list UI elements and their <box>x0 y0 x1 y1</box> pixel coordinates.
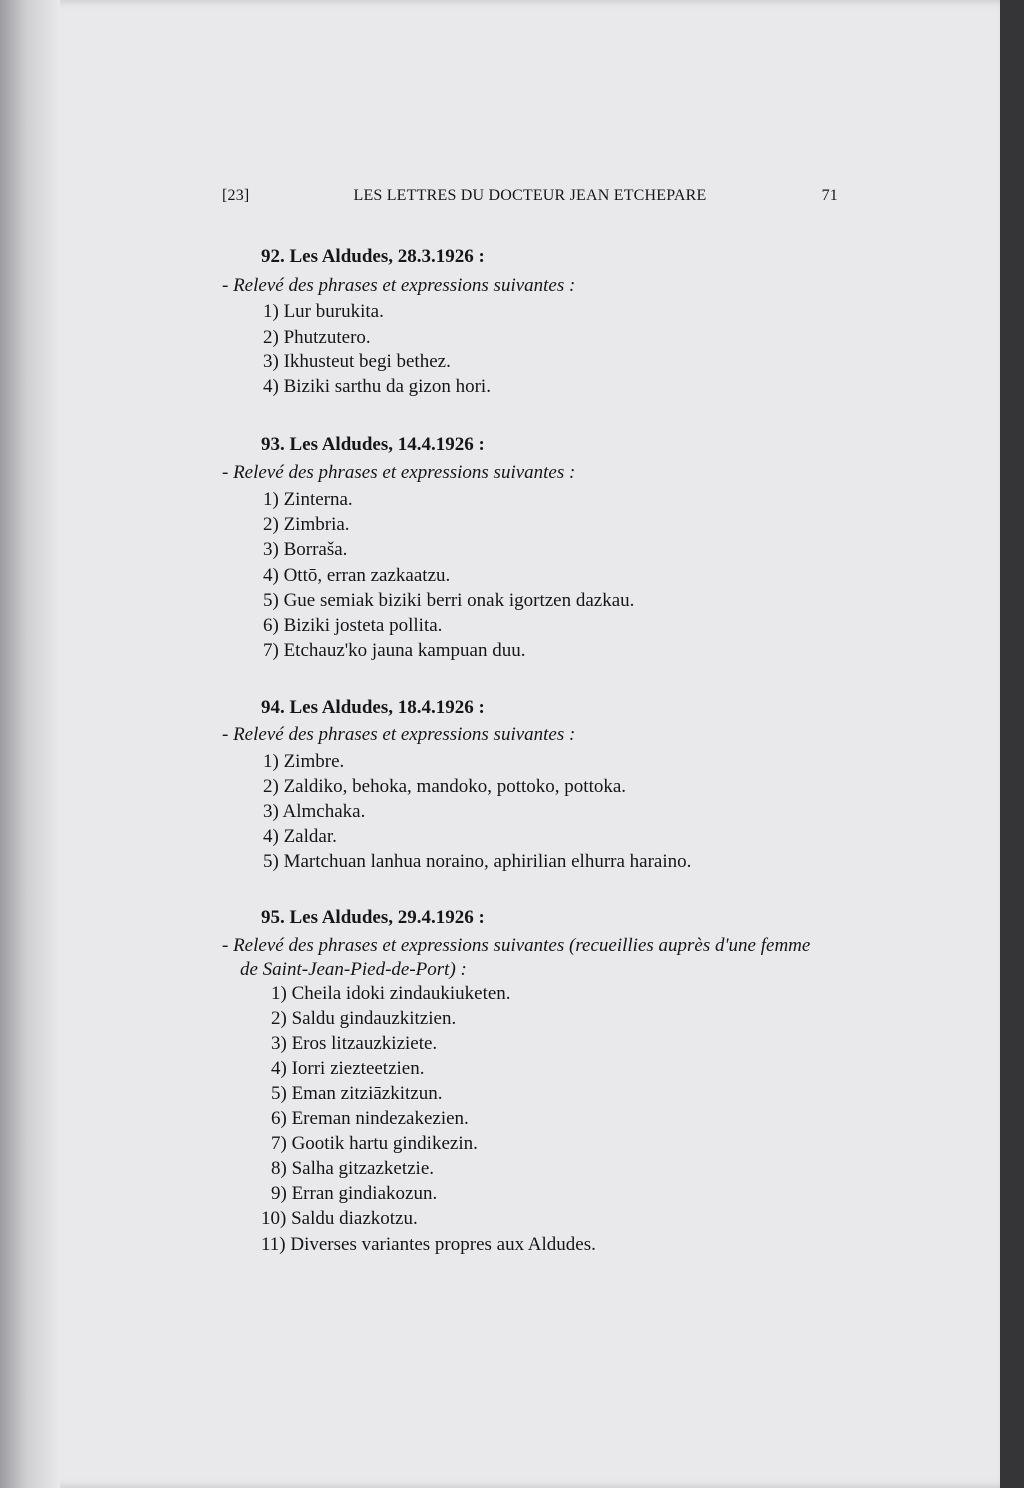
list-item: 3) Almchaka. <box>263 801 366 822</box>
page-spine-shadow <box>0 0 60 1488</box>
list-item: 11) Diverses variantes propres aux Aldudes. <box>261 1234 596 1255</box>
list-item: 5) Eman zitziāzkitzun. <box>271 1083 443 1104</box>
list-item: 5) Martchuan lanhua noraino, aphirilian elhurra haraino. <box>263 851 692 872</box>
page-number: 71 <box>821 187 838 204</box>
list-item: 2) Phutzutero. <box>263 327 371 348</box>
list-item: 4) Biziki sarthu da gizon hori. <box>263 376 491 397</box>
list-item: 2) Zimbria. <box>263 514 350 535</box>
list-item: 4) Iorri ziezteetzien. <box>271 1058 425 1079</box>
section-intro: - Relevé des phrases et expressions suivantes : <box>222 275 576 296</box>
list-item: 2) Saldu gindauzkitzien. <box>271 1008 457 1029</box>
list-item: 7) Gootik hartu gindikezin. <box>271 1133 478 1154</box>
list-item: 5) Gue semiak biziki berri onak igortzen dazkau. <box>263 590 635 611</box>
list-item: 6) Ereman nindezakezien. <box>271 1108 469 1129</box>
list-item: 4) Ottō, erran zazkaatzu. <box>263 565 451 586</box>
section-intro-continued: de Saint-Jean-Pied-de-Port) : <box>240 959 467 980</box>
header-title: LES LETTRES DU DOCTEUR JEAN ETCHEPARE <box>353 187 707 204</box>
list-item: 4) Zaldar. <box>263 826 337 847</box>
list-item: 3) Borraša. <box>263 539 348 560</box>
list-item: 9) Erran gindiakozun. <box>271 1183 438 1204</box>
header-section-number: [23] <box>222 187 250 204</box>
section-heading: 92. Les Aldudes, 28.3.1926 : <box>261 246 485 267</box>
list-item: 1) Cheila idoki zindaukiuketen. <box>271 983 511 1004</box>
list-item: 1) Lur burukita. <box>263 301 384 322</box>
list-item: 3) Eros litzauzkiziete. <box>271 1033 438 1054</box>
section-intro: - Relevé des phrases et expressions suivantes (recueillies auprès d'une femme <box>222 935 811 956</box>
running-header <box>222 187 838 211</box>
list-item: 1) Zinterna. <box>263 489 353 510</box>
list-item: 6) Biziki josteta pollita. <box>263 615 443 636</box>
list-item: 7) Etchauz'ko jauna kampuan duu. <box>263 640 526 661</box>
section-heading: 95. Les Aldudes, 29.4.1926 : <box>261 907 485 928</box>
list-item: 2) Zaldiko, behoka, mandoko, pottoko, pottoka. <box>263 776 627 797</box>
list-item: 3) Ikhusteut begi bethez. <box>263 351 451 372</box>
background-edge <box>1000 0 1024 1488</box>
section-heading: 93. Les Aldudes, 14.4.1926 : <box>261 434 485 455</box>
section-heading: 94. Les Aldudes, 18.4.1926 : <box>261 697 485 718</box>
section-intro: - Relevé des phrases et expressions suivantes : <box>222 724 576 745</box>
section-intro: - Relevé des phrases et expressions suivantes : <box>222 462 576 483</box>
list-item: 8) Salha gitzazketzie. <box>271 1158 435 1179</box>
list-item: 10) Saldu diazkotzu. <box>261 1208 418 1229</box>
list-item: 1) Zimbre. <box>263 751 345 772</box>
